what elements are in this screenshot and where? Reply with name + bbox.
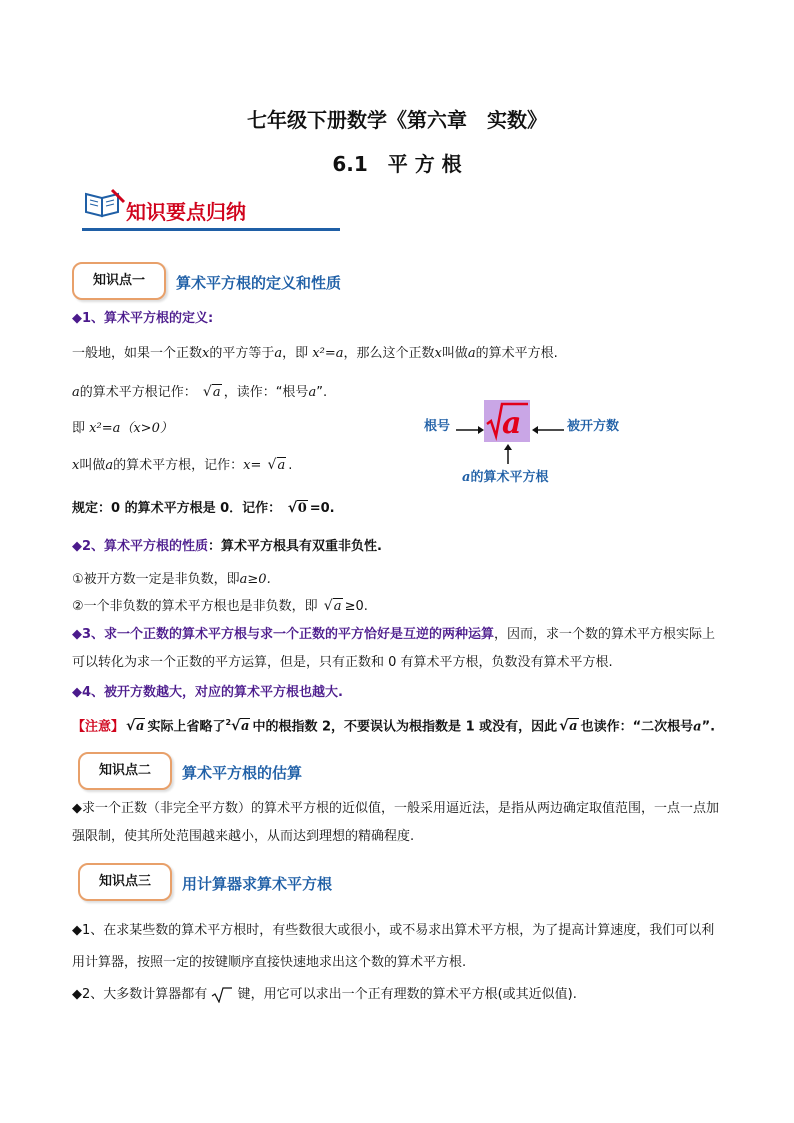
k2-box: 知识点二	[78, 752, 172, 790]
page-subtitle: 6.1 平 方 根	[332, 152, 462, 176]
k1-p2-item1: ①被开方数一定是非负数，即a≥0.	[72, 572, 271, 587]
k1-p2: ◆2、算术平方根的性质：算术平方根具有双重非负性.	[72, 539, 382, 554]
arrow-left-icon	[532, 420, 564, 439]
k1-heading: 算术平方根的定义和性质	[176, 274, 342, 292]
k3-p2: ◆2、大多数计算器都有 键，用它可以求出一个正有理数的算术平方根(或其近似值).	[72, 987, 577, 1002]
diagram-symbol-box	[484, 400, 530, 442]
sqrt-a-symbol: √ a	[202, 384, 221, 400]
diagram-label-radicand: 被开方数	[567, 419, 620, 434]
k1-condition: 即 x²=a（x>0）	[72, 421, 173, 436]
diagram-label-root: a的算术平方根	[462, 470, 549, 485]
k1-p3: ◆3、求一个正数的算术平方根与求一个正数的平方恰好是互逆的两种运算，因而，求一个数的算术平方根实际上可以转化为求一个正数的平方运算，但是，只有正数和 0 有算术平方根，负数没有算术平方根.	[72, 627, 716, 670]
k1-p4: ◆4、被开方数越大，对应的算术平方根也越大.	[72, 685, 343, 700]
diagram-label-radical: 根号	[424, 419, 451, 434]
k1-p1-title: ◆1、算术平方根的定义:	[72, 311, 214, 326]
diagram-radicand: a	[502, 406, 522, 441]
k3-p1: ◆1、在求某些数的算术平方根时，有些数很大或很小，或不易求出算术平方根，为了提高计算速度，我们可以利用计算器，按照一定的按键顺序直接快速地求出这个数的算术平方根.	[72, 923, 715, 970]
k2-heading: 算术平方根的估算	[182, 764, 303, 782]
banner-title: 知识要点归纳	[126, 200, 246, 224]
k1-denote: x叫做a的算术平方根，记作：x= √ a .	[72, 457, 293, 473]
sqrt-key-icon	[211, 987, 233, 1003]
k1-note: 【注意】 √ a 实际上省略了$^2$ √ a 中的根指数 2，不要误认为根指数是 1 或没有，因此 √ a 也读作：“二次根号a”.	[72, 718, 716, 735]
arrow-up-icon	[503, 444, 513, 464]
k3-heading: 用计算器求算术平方根	[182, 875, 333, 893]
banner-underline	[82, 228, 340, 231]
k1-rule: 规定：0 的算术平方根是 0．记作： √ 0 =0.	[72, 500, 335, 516]
book-pen-icon	[82, 186, 126, 220]
k2-text: ◆求一个正数（非完全平方数）的算术平方根的近似值，一般采用逼近法，是指从两边确定取值范围，一点一点加强限制，使其所处范围越来越小，从而达到理想的精确程度.	[72, 801, 719, 844]
k1-box: 知识点一	[72, 262, 166, 300]
arrow-right-icon	[456, 420, 484, 439]
k1-definition: 一般地，如果一个正数x的平方等于a，即 x²=a，那么这个正数x叫做a的算术平方根.	[72, 346, 558, 361]
k1-notation: a的算术平方根记作： √ a ，读作：“根号a”.	[72, 384, 328, 400]
k1-p2-item2: ②一个非负数的算术平方根也是非负数，即 √ a ≥0.	[72, 598, 368, 614]
page-title: 七年级下册数学《第六章 实数》	[247, 108, 547, 132]
k3-box: 知识点三	[78, 863, 172, 901]
